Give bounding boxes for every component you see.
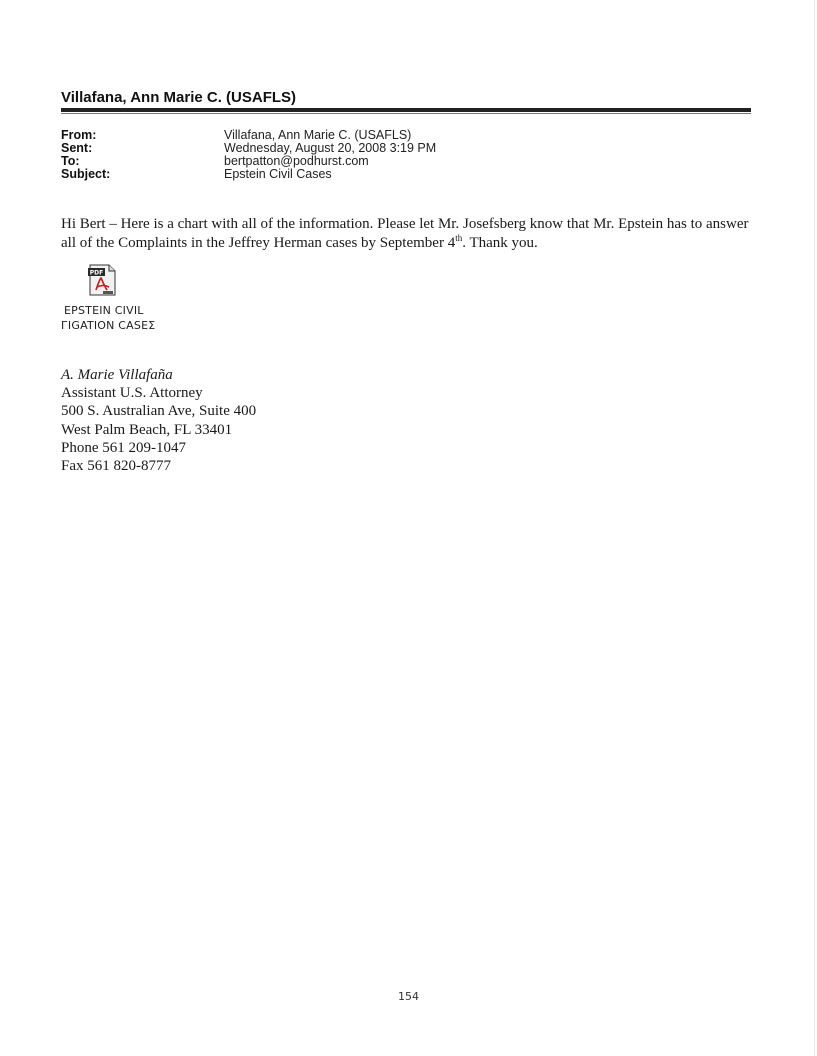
- signature-phone: Phone 561 209-1047: [61, 439, 186, 456]
- ordinal-suffix: th: [455, 233, 463, 243]
- signature-address-line1: 500 S. Australian Ave, Suite 400: [61, 403, 257, 420]
- signature-title: Assistant U.S. Attorney: [61, 385, 203, 402]
- to-value[interactable]: bertpatton@podhurst.com: [224, 154, 369, 168]
- email-body: [61, 215, 761, 253]
- page-edge: [814, 0, 815, 1056]
- signature-name: A. Marie Villafaña: [61, 367, 173, 383]
- subject-label: Subject:: [61, 167, 111, 181]
- attachment-name-line1: EPSTEIN CIVIL: [64, 304, 144, 317]
- subject-value: Epstein Civil Cases: [224, 167, 332, 181]
- title-rule-thin: [61, 113, 751, 114]
- body-text-part1: Hi Bert – Here is a chart with all of the information. Please let Mr. Josefsberg know that Mr. Epstein has to answer all of the Complaints in the Jeffrey Herman cases by September 4: [61, 216, 749, 251]
- title-rule: [61, 108, 751, 112]
- from-label: From:: [61, 128, 97, 142]
- signature-address-line2: West Palm Beach, FL 33401: [61, 421, 233, 438]
- pdf-icon-label: PDF: [89, 269, 104, 277]
- from-value: Villafana, Ann Marie C. (USAFLS): [224, 128, 412, 142]
- email-sender-title: Villafana, Ann Marie C. (USAFLS): [61, 89, 297, 106]
- sent-value: Wednesday, August 20, 2008 3:19 PM: [224, 141, 437, 155]
- to-label: To:: [61, 154, 80, 168]
- attachment-name-line2: ГIGATION CASEΣ: [61, 319, 156, 332]
- sent-label: Sent:: [61, 141, 93, 155]
- signature-fax: Fax 561 820-8777: [61, 458, 171, 475]
- email-signature: [61, 366, 256, 475]
- page-number: 154: [398, 990, 419, 1003]
- body-text-part2: . Thank you.: [462, 235, 538, 251]
- pdf-file-icon: [87, 264, 117, 296]
